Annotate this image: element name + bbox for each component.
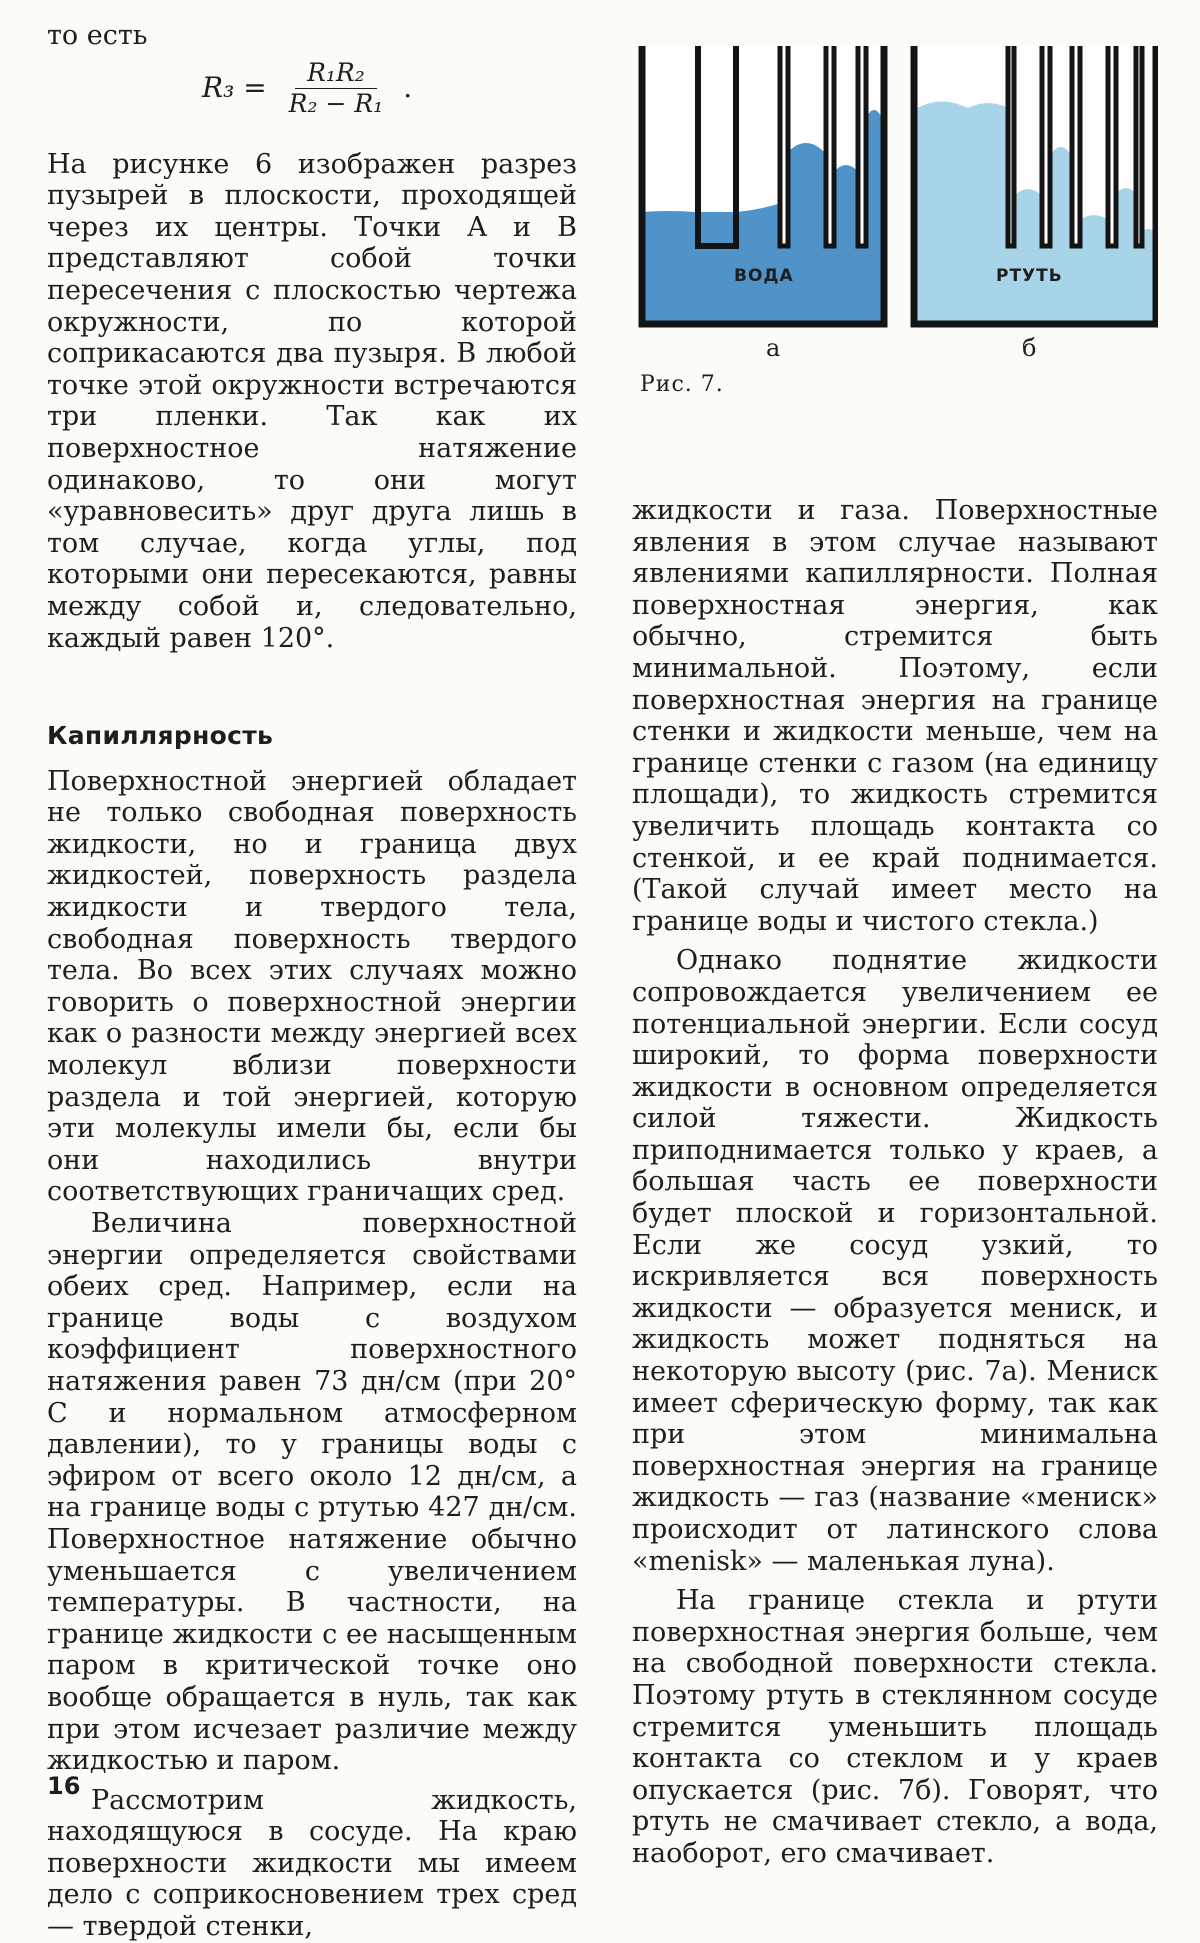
paragraph-mercury: На границе стекла и ртути поверхностная энергия больше, чем на свободной поверхности стекла. Поэтому ртуть в стеклянном сосуде стремится уменьшить площадь контакта со стеклом и у краев опускается (рис. 7б). Говорят, что ртуть не смачивает стекло, а вода, наоборот, его смачивает. [632, 1585, 1158, 1869]
left-column [47, 20, 577, 1943]
water-tube-wide [786, 143, 826, 246]
formula-fraction [277, 58, 396, 119]
page-number: 16 [47, 1772, 81, 1800]
formula-r3 [202, 58, 577, 119]
mercury-tube-wide [1014, 189, 1042, 246]
panel-letter-b: б [1022, 334, 1037, 362]
mercury-between-3 [1116, 188, 1136, 246]
paragraph-bubbles: На рисунке 6 изображен разрез пузырей в плоскости, проходящей через их центры. Точки A и B представляют собой точки пересечения с плоскостью чертежа окружности, по которой соприкасаются два пузыря. В любой точке этой окружности встречаются три пленки. Так как их поверхностное натяжение одинаково, то они могут «уравновесить» друг друга лишь в том случае, когда углы, под которыми они пересекаются, равны между собой и, следовательно, каждый равен 120°. [47, 148, 577, 654]
label-water: ВОДА [734, 266, 794, 286]
water-between-1 [698, 212, 736, 246]
paragraph-surface-energy: Поверхностной энергией обладает не только свободная поверхность жидкости, но и граница двух жидкостей, поверхность раздела жидкости и твердого тела, свободная поверхность твердого тела. Во всех этих случаях можно говорить о поверхностной энергии как о разности между энергией всех молекул вблизи поверхности раздела и той энергией, которую эти молекулы имели бы, если бы они находились внутри соответствующих граничащих сред. [47, 765, 577, 1208]
formula-lhs: R₃ = [202, 71, 267, 105]
paragraph-tension-values: Величина поверхностной энергии определяется свойствами обеих сред. Например, если на границе воды с воздухом коэффициент поверхностного натяжения равен 73 дн/см (при 20° С и нормальном атмосферном давлении), то у границы воды с эфиром от всего около 12 дн/см, а на границе воды с ртутью 427 дн/см. Поверхностное натяжение обычно уменьшается с увеличением температуры. В частности, на границе жидкости с ее насыщенным паром в критической точке оно вообще обращается в нуль, так как при этом исчезает различие между жидкостью и паром. [47, 1208, 577, 1777]
panel-letter-a: а [766, 334, 781, 362]
right-column [632, 495, 1158, 1870]
figure-7 [638, 46, 1158, 406]
figure-caption: Рис. 7. [640, 372, 724, 397]
paragraph-capillarity: жидкости и газа. Поверхностные явления в этом случае называют явлениями капиллярности. Полная поверхностная энергия, как обычно, стремится быть минимальной. Поэтому, если поверхностная энергия на границе стенки и жидкости меньше, чем на границе стенки с газом (на единицу площади), то жидкость стремится увеличить площадь контакта со стенкой, и ее край поднимается. (Такой случай имеет место на границе воды и чистого стекла.) [632, 495, 1158, 937]
label-mercury: РТУТЬ [996, 266, 1063, 286]
mercury-tube-mid [1080, 215, 1108, 246]
capillary-diagram [638, 46, 1158, 346]
water-tube-mid [834, 165, 858, 246]
mercury-between-1 [968, 103, 1008, 246]
paragraph-meniscus: Однако поднятие жидкости сопровождается увеличением ее потенциальной энергии. Если сосуд широкий, то форма поверхности жидкости в основном определяется силой тяжести. Жидкость приподнимается только у краев, а большая часть ее поверхности будет плоской и горизонтальной. Если же сосуд узкий, то искривляется вся поверхность жидкости — образуется мениск, и жидкость может подняться на некоторую высоту (рис. 7а). Мениск имеет сферическую форму, так как при этом минимальна поверхностная энергия на границе жидкость — газ (название «мениск» происходит от латинского слова «menisk» — маленькая луна). [632, 945, 1158, 1577]
section-heading: Капиллярность [47, 721, 274, 751]
formula-numerator: R₁R₂ [295, 58, 377, 89]
mercury-reservoir-left [914, 101, 968, 246]
formula-denominator: R₂ − R₁ [288, 88, 384, 118]
paragraph-vessel: Рассмотрим жидкость, находящуюся в сосуде. На краю поверхности жидкости мы имеем дело с соприкосновением трех сред — твердой стенки, [47, 1784, 577, 1943]
formula-intro: то есть [47, 20, 148, 51]
mercury-between-2 [1050, 147, 1072, 246]
formula-trail: . [403, 71, 413, 105]
